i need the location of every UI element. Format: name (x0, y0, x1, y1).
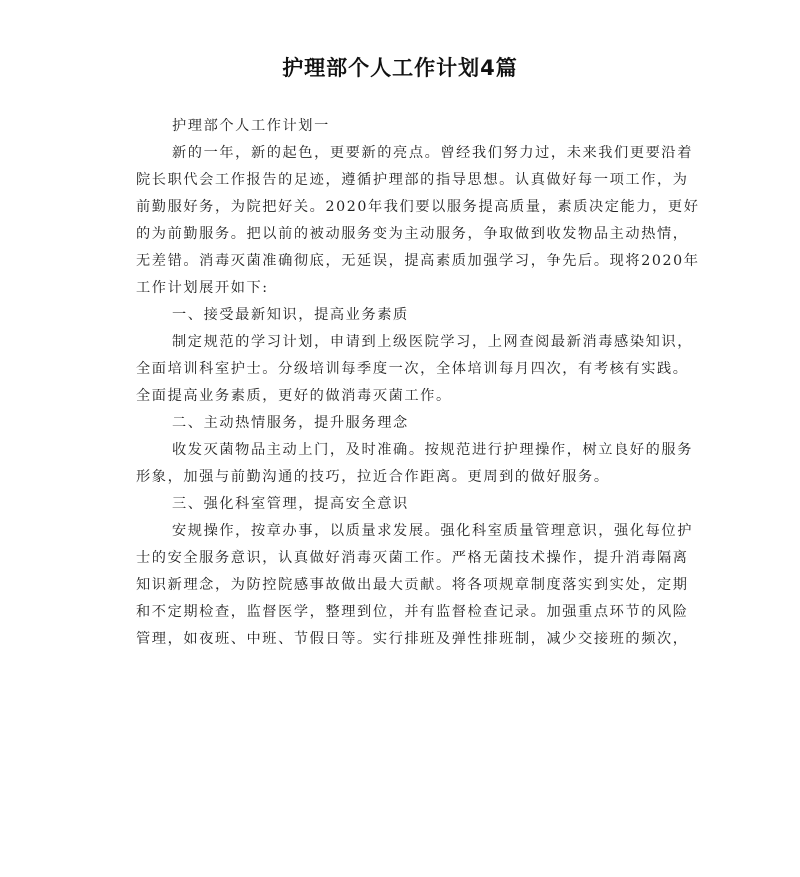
paragraph-line: 工作计划展开如下: (136, 280, 269, 296)
paragraph-line: 收发灭菌物品主动上门，及时准确。按规范进行护理操作，树立良好的服务 (172, 442, 693, 458)
paragraph-line: 院长职代会工作报告的足迹，遵循护理部的指导思想。认真做好每一项工作，为 (136, 172, 689, 188)
document-title: 护理部个人工作计划4篇 (282, 56, 518, 80)
document-body (136, 113, 700, 653)
paragraph-line: 新的一年，新的起色，更要新的亮点。曾经我们努力过，未来我们更要沿着 (172, 145, 693, 161)
paragraph-line: 无差错。消毒灭菌准确彻底，无延误，提高素质加强学习，争先后。现将2020年 (136, 253, 700, 269)
paragraph-line: 知识新理念，为防控院感事故做出最大贡献。将各项规章制度落实到实处，定期 (136, 577, 689, 593)
paragraph-line: 士的安全服务意识，认真做好消毒灭菌工作。严格无菌技术操作，提升消毒隔离 (136, 550, 689, 566)
paragraph-line: 前勤服好务，为院把好关。2020年我们要以服务提高质量，素质决定能力，更好 (136, 199, 700, 215)
paragraph-line: 安规操作，按章办事，以质量求发展。强化科室质量管理意识，强化每位护 (172, 523, 693, 539)
paragraph-line: 管理，如夜班、中班、节假日等。实行排班及弹性排班制，减少交接班的频次， (136, 631, 689, 647)
paragraph-line: 全面提高业务素质，更好的做消毒灭菌工作。 (136, 388, 452, 404)
paragraph-line: 制定规范的学习计划，申请到上级医院学习，上网查阅最新消毒感染知识， (172, 334, 693, 350)
section-heading-2: 二、主动热情服务，提升服务理念 (172, 415, 409, 431)
section-heading-1: 一、接受最新知识，提高业务素质 (172, 307, 409, 323)
section-subtitle: 护理部个人工作计划一 (172, 118, 330, 134)
paragraph-line: 和不定期检查，监督医学，整理到位，并有监督检查记录。加强重点环节的风险 (136, 604, 689, 620)
section-heading-3: 三、强化科室管理，提高安全意识 (172, 496, 409, 512)
paragraph-line: 的为前勤服务。把以前的被动服务变为主动服务，争取做到收发物品主动热情， (136, 226, 689, 242)
paragraph-line: 全面培训科室护士。分级培训每季度一次，全体培训每月四次，有考核有实践。 (136, 361, 689, 377)
paragraph-line: 形象，加强与前勤沟通的技巧，拉近合作距离。更周到的做好服务。 (136, 469, 610, 485)
